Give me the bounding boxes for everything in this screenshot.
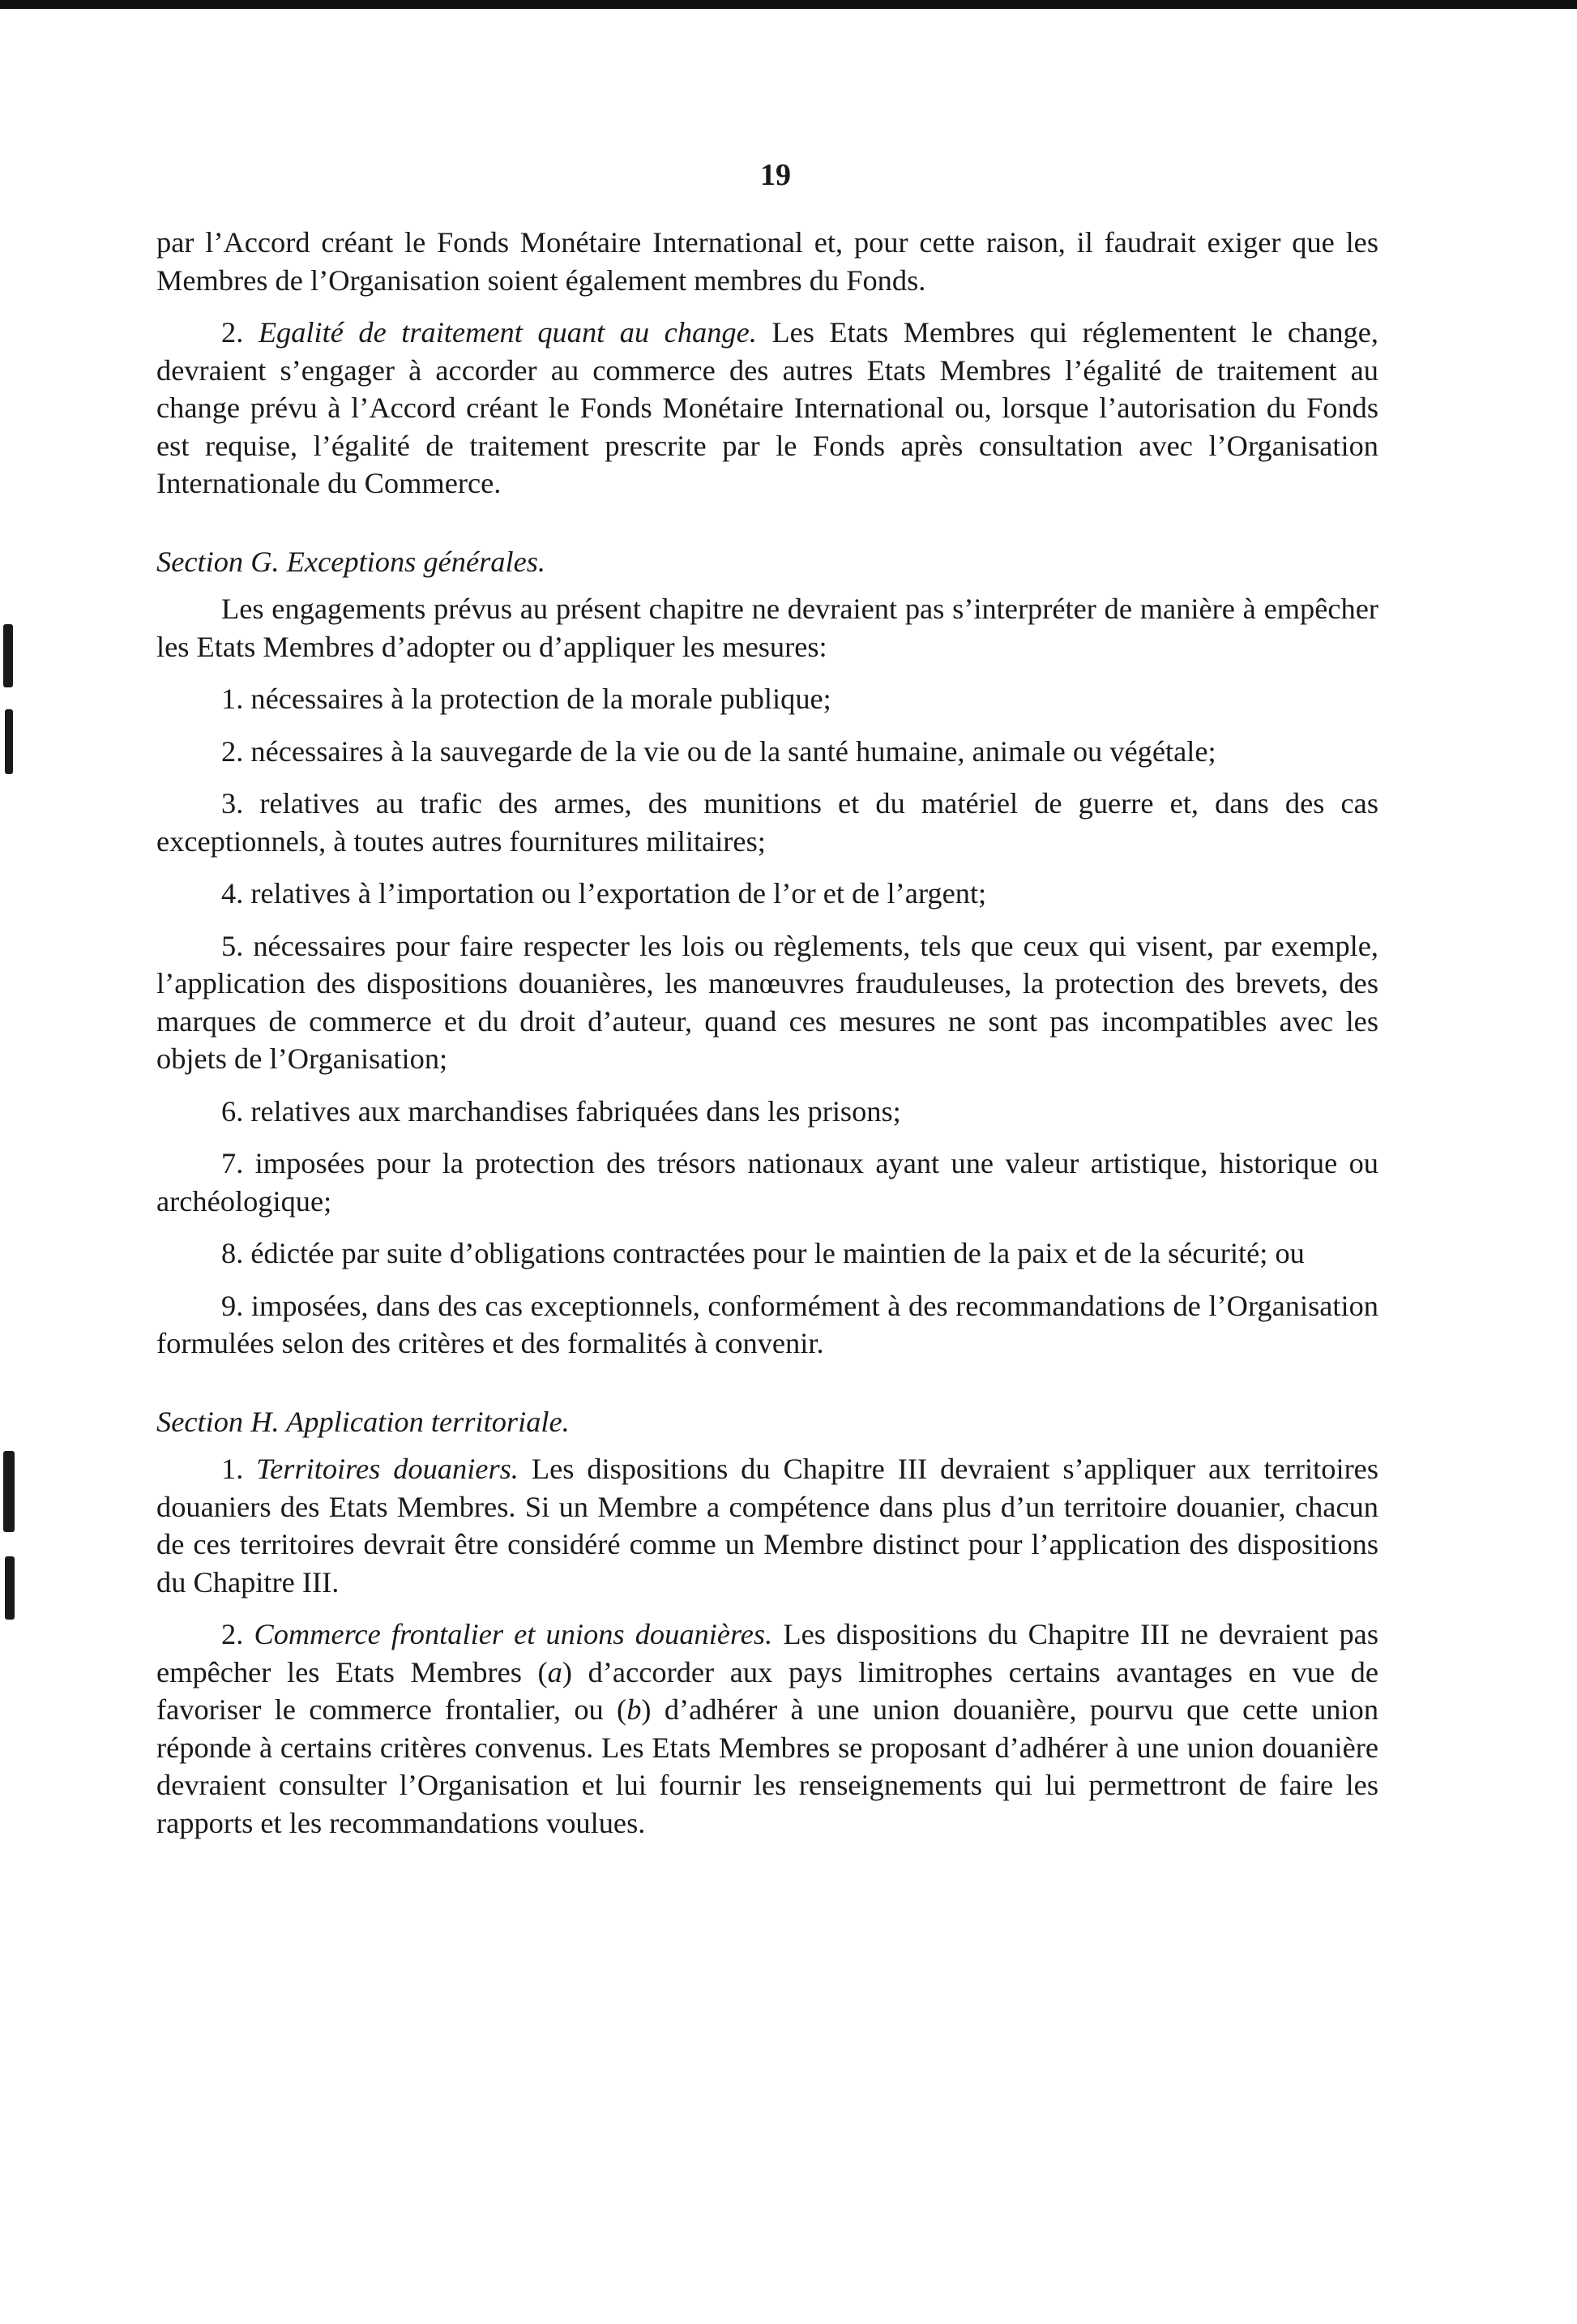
scan-margin-mark: [3, 624, 13, 687]
scan-margin-mark: [5, 709, 13, 774]
scan-margin-mark: [3, 1451, 15, 1532]
list-item: 8. édictée par suite d’obligations contractées pour le maintien de la paix et de la sécurité; ou: [221, 1237, 1305, 1269]
top-scan-border: [0, 0, 1577, 9]
scan-margin-mark: [5, 1556, 15, 1620]
paragraph-customs-territories: 1. Territoires douaniers. Les dispositions du Chapitre III devraient s’appliquer aux territoires douaniers des Etats Membres. Si un Membre a compétence dans plus d’un territoire douanier, chacun de ces territoires devrait être considéré comme un Membre distinct pour l’application des dispositions du Chapitre III.: [156, 1453, 1378, 1599]
section-g-intro: Les engagements prévus au présent chapitre ne devraient pas s’interpréter de manière à empêcher les Etats Membres d’adopter ou d’appliquer les mesures:: [156, 593, 1378, 663]
list-item: 3. relatives au trafic des armes, des munitions et du matériel de guerre et, dans des cas exceptionnels, à toutes autres fournitures militaires;: [156, 787, 1378, 858]
paragraph-exchange-equality: 2. Egalité de traitement quant au change. Les Etats Membres qui réglementent le change, devraient s’engager à accorder au commerce des autres Etats Membres l’égalité de traitement au change prévu à l’Accord créant le Fonds Monétaire International ou, lorsque l’autorisation du Fonds est requise, l’égalité de traitement prescrite par le Fonds après consultation avec l’Organisation Internationale du Commerce.: [156, 316, 1378, 499]
list-item: 4. relatives à l’importation ou l’exportation de l’or et de l’argent;: [221, 877, 987, 909]
list-item: 9. imposées, dans des cas exceptionnels, conformément à des recommandations de l’Organisation formulées selon des critères et des formalités à convenir.: [156, 1289, 1378, 1359]
list-item: 1. nécessaires à la protection de la morale publique;: [221, 683, 831, 715]
document-body: [156, 224, 1378, 1842]
paragraph-title: Territoires douaniers.: [256, 1453, 519, 1485]
paragraph-title: Commerce frontalier et unions douanières.: [254, 1618, 773, 1650]
list-item: 2. nécessaires à la sauvegarde de la vie ou de la santé humaine, animale ou végétale;: [221, 734, 1216, 768]
list-item: 6. relatives aux marchandises fabriquées dans les prisons;: [221, 1094, 901, 1128]
page-number: 19: [760, 158, 791, 192]
section-heading-h: Section H. Application territoriale.: [156, 1405, 570, 1438]
paragraph-frontier-traffic: 2. Commerce frontalier et unions douanières. Les dispositions du Chapitre III ne devraient pas empêcher les Etats Membres (a) d’accorder aux pays limitrophes certains avantages en vue de favoriser le commerce frontalier, ou (b) d’adhérer à une union douanière, pourvu que cette union réponde à certains critères convenus. Les Etats Membres se proposant d’adhérer à une union douanière devraient consulter l’Organisation et lui fournir les renseignements qui lui permettront de faire les rapports et les recommandations voulues.: [156, 1618, 1379, 1839]
list-item: 7. imposées pour la protection des trésors nationaux ayant une valeur artistique, historique ou archéologique;: [156, 1147, 1378, 1218]
paragraph: par l’Accord créant le Fonds Monétaire International et, pour cette raison, il faudrait exiger que les Membres de l’Organisation soient également membres du Fonds.: [156, 226, 1378, 297]
list-item: 5. nécessaires pour faire respecter les lois ou règlements, tels que ceux qui visent, par exemple, l’application des dispositions douanières, les manœuvres frauduleuses, la protection des brevets, des marques de commerce et du droit d’auteur, quand ces mesures ne sont pas incompatibles avec les objets de l’Organisation;: [156, 929, 1378, 1075]
paragraph-title: Egalité de traitement quant au change.: [258, 316, 757, 349]
section-heading-g: Section G. Exceptions générales.: [156, 545, 546, 578]
